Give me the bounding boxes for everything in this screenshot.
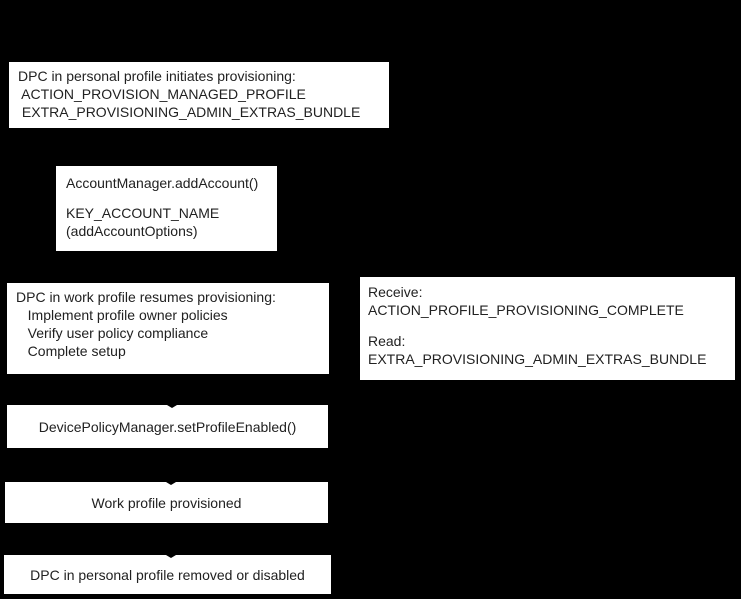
flow-box-line: Receive: [368, 284, 423, 300]
line-spacer [66, 192, 269, 204]
flow-box-line: ACTION_PROFILE_PROVISIONING_COMPLETE [368, 302, 684, 318]
flow-box-line: Implement profile owner policies [16, 307, 228, 323]
flow-box-line: DPC in personal profile initiates provisioning: [18, 68, 296, 84]
flow-box-line: DevicePolicyManager.setProfileEnabled() [38, 418, 297, 435]
flow-box-add-account [56, 166, 277, 251]
flow-box-line: Complete setup [16, 343, 126, 359]
arrowhead-tip-icon [166, 482, 176, 485]
arrowhead-tip-icon [166, 555, 176, 558]
flow-box-line: DPC in work profile resumes provisioning: [16, 289, 276, 305]
flow-box-line: EXTRA_PROVISIONING_ADMIN_EXTRAS_BUNDLE [18, 104, 361, 120]
flow-box-dpc-removed [4, 555, 331, 594]
flow-box-line: EXTRA_PROVISIONING_ADMIN_EXTRAS_BUNDLE [368, 351, 707, 367]
flow-box-resume-provisioning [7, 283, 329, 374]
flow-box-line: DPC in personal profile removed or disabled [30, 566, 305, 583]
line-spacer [368, 319, 729, 332]
flow-box-line: AccountManager.addAccount() [66, 175, 259, 191]
flow-box-line: KEY_ACCOUNT_NAME [66, 205, 220, 221]
flow-box-line: ACTION_PROVISION_MANAGED_PROFILE [18, 86, 306, 102]
arrowhead-tip-icon [167, 405, 177, 408]
flow-box-line: Read: [368, 333, 406, 349]
flow-box-work-profile-provisioned [5, 482, 328, 523]
flow-box-set-profile-enabled [7, 405, 328, 448]
flow-box-line: Work profile provisioned [91, 494, 242, 511]
flow-box-line: Verify user policy compliance [16, 325, 209, 341]
flow-box-line: (addAccountOptions) [66, 223, 198, 239]
flow-box-initiate-provisioning [9, 62, 389, 128]
flow-box-receive-broadcast [360, 277, 735, 380]
